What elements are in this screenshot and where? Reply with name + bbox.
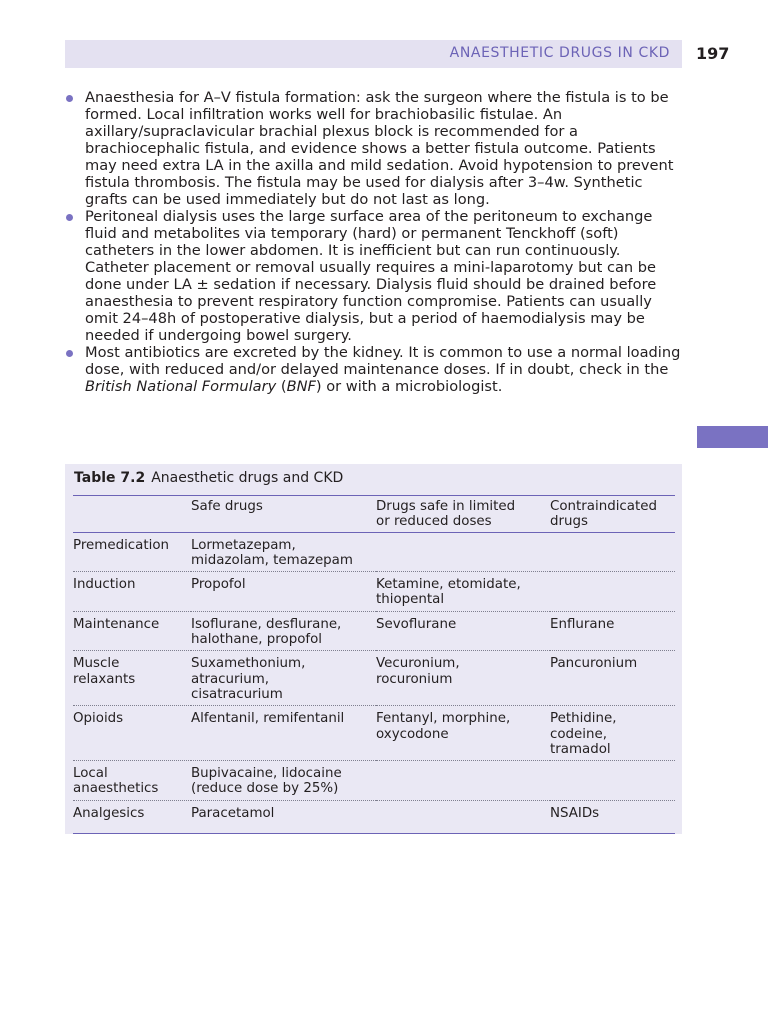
table-cell — [376, 800, 550, 833]
row-category: Induction — [73, 577, 136, 593]
table-cell: Enflurane — [550, 616, 615, 632]
running-head-band — [65, 40, 682, 68]
table-row — [73, 572, 675, 612]
table-box — [65, 464, 682, 834]
table-cell: Vecuronium, rocuronium — [376, 656, 460, 687]
table-label: Table 7.2 — [74, 470, 146, 486]
table-row — [73, 611, 675, 651]
table-cell: Suxamethonium, atracurium, cisatracurium — [191, 656, 306, 702]
column-header: Drugs safe in limited or reduced doses — [376, 499, 516, 530]
drugs-table — [73, 495, 675, 834]
row-category: Opioids — [73, 711, 124, 727]
table-header-row — [73, 496, 675, 533]
bullet-item — [85, 208, 685, 344]
bullet-list — [85, 89, 685, 395]
bullet-text: Most antibiotics are excreted by the kidney. It is common to use a normal loading dose, with reduced and/or delayed maintenance doses. If in doubt, check in the British National Formulary (BNF) or with a microbiologist. — [85, 344, 681, 395]
table-cell: Ketamine, etomidate, thiopental — [376, 577, 521, 608]
table-row — [73, 651, 675, 706]
table-cell: Bupivacaine, lidocaine (reduce dose by 25%) — [191, 766, 342, 797]
table-row — [73, 532, 675, 572]
page-number: 197 — [696, 44, 730, 63]
row-category: Premedication — [73, 537, 170, 553]
bullet-text: Peritoneal dialysis uses the large surface area of the peritoneum to exchange fluid and metabolites via temporary (hard) or permanent Tenckhoff (soft) catheters in the lower abdomen. It is inefficient but can run continuously. Catheter placement or removal usually requires a mini-laparotomy but can be done under LA ± sedation if necessary. Dialysis fluid should be drained before anaesthesia to prevent respiratory function compromise. Patients can usually omit 24–48h of postoperative dialysis, but a period of haemodialysis may be needed if undergoing bowel surgery. — [85, 208, 657, 344]
column-header — [73, 496, 191, 533]
table-cell: Paracetamol — [191, 805, 275, 821]
bnf-abbrev: BNF — [286, 378, 316, 395]
row-category: Muscle relaxants — [73, 656, 136, 687]
table-cell: Pancuronium — [550, 656, 638, 672]
table-cell — [550, 761, 675, 801]
table-cell: Lormetazepam, midazolam, temazepam — [191, 537, 353, 568]
table-cell: Isoflurane, desflurane, halothane, propofol — [191, 616, 342, 648]
bnf-title: British National Formulary — [85, 378, 277, 395]
bullet-item — [85, 344, 685, 395]
table-cell — [376, 532, 550, 572]
table-row — [73, 706, 675, 761]
chapter-thumb-tab — [697, 426, 768, 448]
table-cell: Pethidine, codeine, tramadol — [550, 711, 617, 757]
table-cell: Fentanyl, morphine, oxycodone — [376, 711, 511, 742]
table-title: Anaesthetic drugs and CKD — [151, 470, 344, 486]
table-row — [73, 800, 675, 833]
bullet-dot-icon — [66, 350, 73, 357]
table-row — [73, 761, 675, 801]
column-header: Contraindicated drugs — [550, 499, 657, 530]
table-cell: Propofol — [191, 577, 246, 593]
table-cell — [550, 572, 675, 612]
row-category: Local anaesthetics — [73, 766, 159, 797]
table-cell — [550, 532, 675, 572]
bullet-item — [85, 89, 685, 208]
table-cell — [376, 761, 550, 801]
table-cell: Alfentanil, remifentanil — [191, 711, 345, 727]
row-category: Analgesics — [73, 805, 145, 821]
bullet-text: Anaesthesia for A–V fistula formation: ask the surgeon where the fistula is to be formed. Local infiltration works well for brachiobasilic fistulae. An axillary/supraclavicular brachial plexus block is recommended for a brachiocephalic fistula, and evidence shows a better fistula outcome. Patients may need extra LA in the axilla and mild sedation. Avoid hypotension to prevent fistula thrombosis. The fistula may be used for dialysis after 3–4w. Synthetic grafts can be used immediately but do not last as long. — [85, 89, 674, 208]
table-cell: NSAIDs — [550, 805, 600, 821]
table-caption — [74, 470, 343, 486]
bullet-dot-icon — [66, 214, 73, 221]
bullet-dot-icon — [66, 95, 73, 102]
column-header: Safe drugs — [191, 499, 263, 514]
table-cell: Sevoflurane — [376, 616, 457, 632]
running-head: ANAESTHETIC DRUGS IN CKD — [449, 45, 670, 61]
row-category: Maintenance — [73, 616, 160, 632]
